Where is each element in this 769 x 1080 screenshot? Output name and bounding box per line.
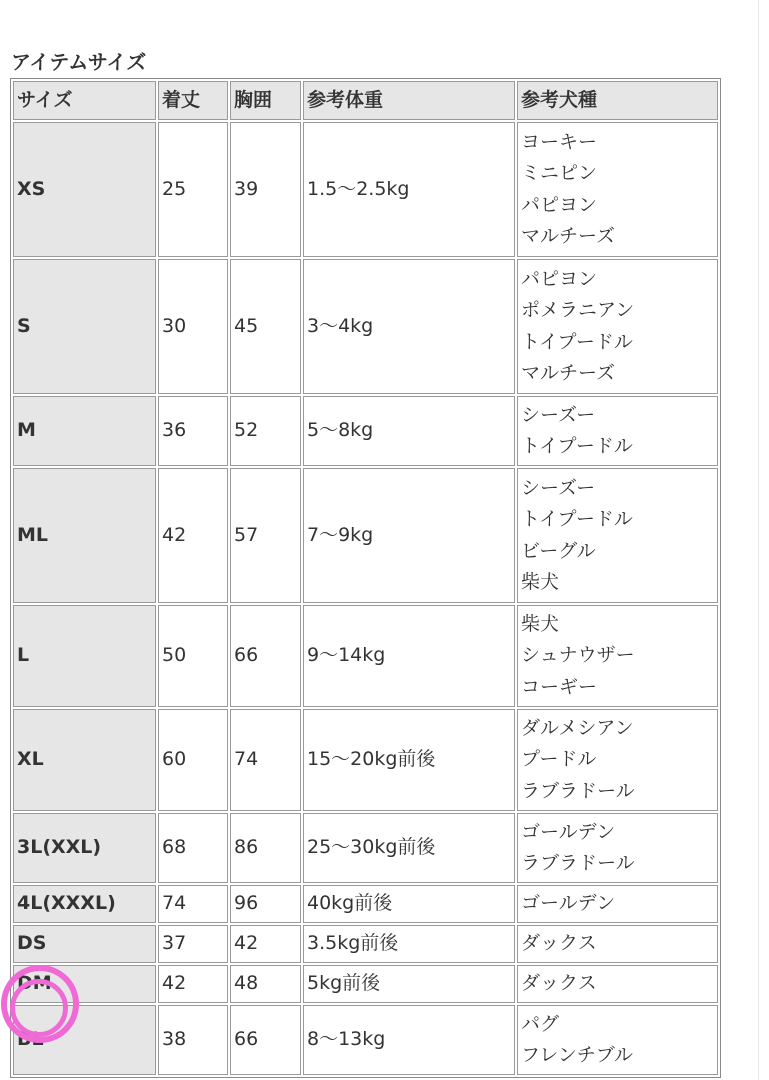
cell-chest: 74 <box>230 709 301 811</box>
table-row <box>13 925 718 963</box>
breed-name: マルチーズ <box>521 362 616 384</box>
cell-weight: 40kg前後 <box>303 885 515 923</box>
cell-breed <box>517 925 718 963</box>
cell-weight: 9〜14kg <box>303 605 515 707</box>
cell-length: 68 <box>158 813 228 883</box>
cell-weight: 3〜4kg <box>303 259 515 394</box>
breed-name: 柴犬 <box>521 571 560 593</box>
breed-name: フレンチブル <box>521 1044 634 1066</box>
cell-weight: 5kg前後 <box>303 965 515 1003</box>
cell-chest: 66 <box>230 1005 301 1075</box>
table-row <box>13 468 718 603</box>
table-row <box>13 122 718 257</box>
cell-size: BL <box>13 1005 156 1075</box>
cell-breed <box>517 813 718 883</box>
breed-name: ビーグル <box>521 539 596 562</box>
cell-size: ML <box>13 468 156 603</box>
cell-breed <box>517 468 718 603</box>
breed-name: ゴールデン <box>521 820 616 843</box>
cell-size: 4L(XXXL) <box>13 885 156 923</box>
breed-name: 柴犬 <box>521 612 560 635</box>
cell-chest: 66 <box>230 605 301 707</box>
cell-chest: 39 <box>230 122 301 257</box>
cell-breed <box>517 605 718 707</box>
cell-size: XS <box>13 122 156 257</box>
table-header-row <box>13 81 718 120</box>
breed-name: プードル <box>521 748 597 771</box>
breed-name: シーズー <box>521 403 596 426</box>
cell-size: 3L(XXL) <box>13 813 156 883</box>
breed-name: ダックス <box>521 972 597 995</box>
cell-breed <box>517 965 718 1003</box>
cell-length: 42 <box>158 965 228 1003</box>
cell-chest: 96 <box>230 885 301 923</box>
cell-size: L <box>13 605 156 707</box>
header-breed: 参考犬種 <box>517 81 718 120</box>
cell-chest: 48 <box>230 965 301 1003</box>
cell-weight: 8〜13kg <box>303 1005 515 1075</box>
size-chart-table <box>10 78 721 1078</box>
cell-size: S <box>13 259 156 394</box>
cell-size: DS <box>13 925 156 963</box>
cell-length: 37 <box>158 925 228 963</box>
breed-name: パグ <box>521 1012 560 1035</box>
cell-breed <box>517 1005 718 1075</box>
cell-length: 60 <box>158 709 228 811</box>
table-row <box>13 1005 718 1075</box>
cell-breed <box>517 709 718 811</box>
breed-name: ヨーキー <box>521 130 598 153</box>
breed-name: パピヨン <box>521 267 598 290</box>
cell-size: DM <box>13 965 156 1003</box>
cell-length: 25 <box>158 122 228 257</box>
cell-size: XL <box>13 709 156 811</box>
breed-name: シュナウザー <box>521 644 635 667</box>
breed-name: ラブラドール <box>521 852 635 874</box>
table-row <box>13 605 718 707</box>
table-row <box>13 709 718 811</box>
cell-breed <box>517 396 718 466</box>
breed-name: トイプードル <box>521 508 633 530</box>
cell-weight: 7〜9kg <box>303 468 515 603</box>
table-body <box>13 122 718 1075</box>
header-length: 着丈 <box>158 81 228 120</box>
breed-name: マルチーズ <box>521 225 616 247</box>
cell-chest: 42 <box>230 925 301 963</box>
table-row <box>13 259 718 394</box>
table-row <box>13 813 718 883</box>
breed-name: ゴールデン <box>521 892 616 915</box>
breed-name: トイプードル <box>521 330 633 353</box>
header-chest: 胸囲 <box>230 81 301 120</box>
cell-length: 74 <box>158 885 228 923</box>
cell-chest: 57 <box>230 468 301 603</box>
breed-name: ダックス <box>521 932 597 955</box>
cell-weight: 5〜8kg <box>303 396 515 466</box>
cell-breed <box>517 885 718 923</box>
cell-weight: 15〜20kg前後 <box>303 709 515 811</box>
breed-name: パピヨン <box>521 193 598 216</box>
cell-weight: 1.5〜2.5kg <box>303 122 515 257</box>
cell-weight: 3.5kg前後 <box>303 925 515 963</box>
cell-size: M <box>13 396 156 466</box>
cell-length: 38 <box>158 1005 228 1075</box>
table-row <box>13 396 718 466</box>
table-row <box>13 885 718 923</box>
cell-length: 50 <box>158 605 228 707</box>
cell-chest: 52 <box>230 396 301 466</box>
cell-weight: 25〜30kg前後 <box>303 813 515 883</box>
header-weight: 参考体重 <box>303 81 515 120</box>
cell-chest: 45 <box>230 259 301 394</box>
breed-name: ポメラニアン <box>521 299 635 321</box>
breed-name: ラブラドール <box>521 779 635 802</box>
cell-breed <box>517 259 718 394</box>
breed-name: コーギー <box>521 675 598 698</box>
breed-name: シーズー <box>521 476 596 499</box>
cell-length: 36 <box>158 396 228 466</box>
cell-breed <box>517 122 718 257</box>
breed-name: トイプードル <box>521 435 633 457</box>
cell-chest: 86 <box>230 813 301 883</box>
cell-length: 30 <box>158 259 228 394</box>
header-size: サイズ <box>13 81 156 120</box>
breed-name: ダルメシアン <box>521 716 634 739</box>
section-title: アイテムサイズ <box>11 50 147 74</box>
table-row <box>13 965 718 1003</box>
breed-name: ミニピン <box>521 162 598 184</box>
cell-length: 42 <box>158 468 228 603</box>
page-edge-line <box>758 0 759 1080</box>
